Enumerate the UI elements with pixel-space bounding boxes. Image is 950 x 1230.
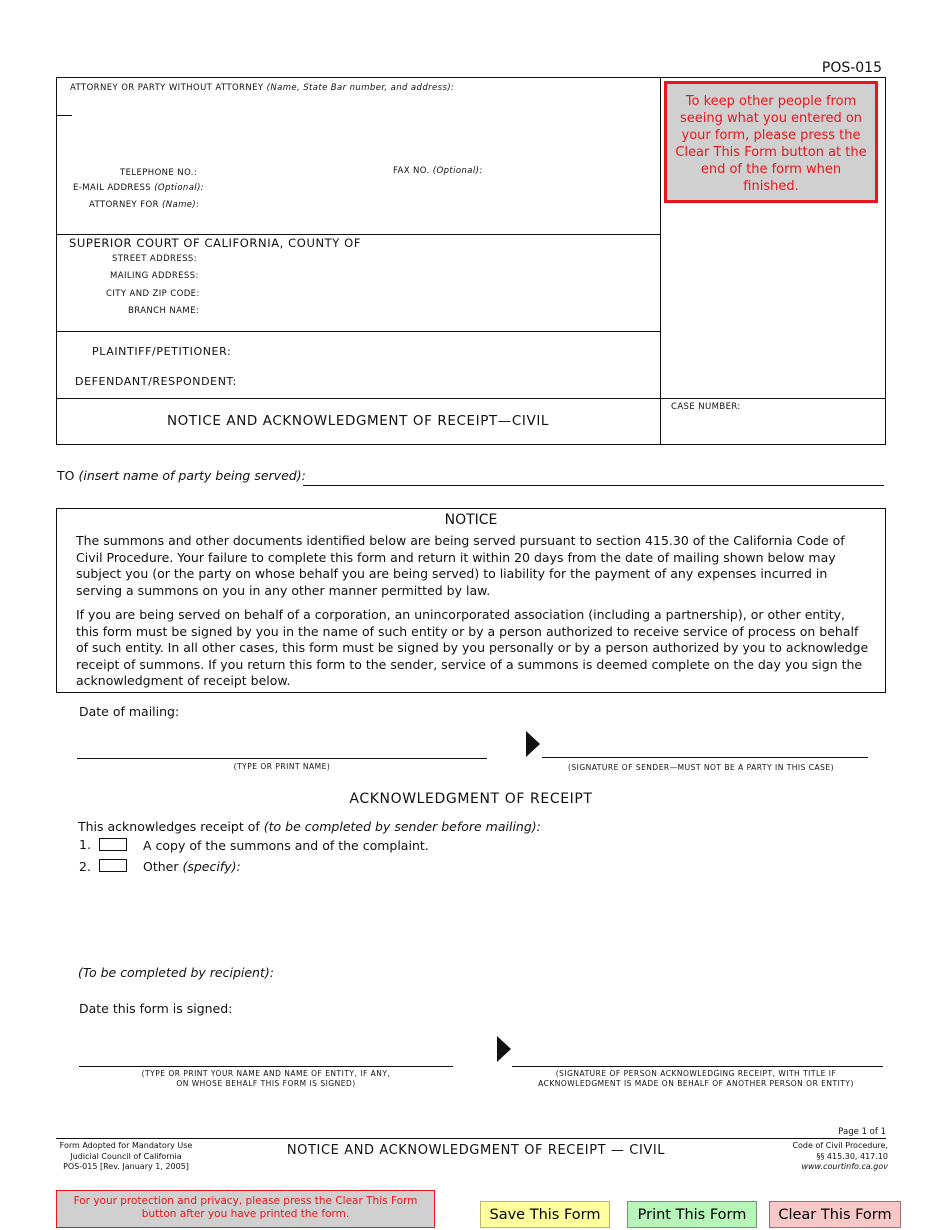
telephone-label: TELEPHONE NO.: bbox=[120, 168, 198, 178]
sender-signature-caption: (SIGNATURE OF SENDER—MUST NOT BE A PARTY IN THIS CASE) bbox=[567, 763, 835, 772]
sign-arrow-icon bbox=[526, 731, 540, 757]
plaintiff-label: PLAINTIFF/PETITIONER: bbox=[92, 345, 232, 358]
bottom-privacy-text: For your protection and privacy, please press the Clear This Form button after you have printed the form. bbox=[73, 1195, 418, 1220]
bottom-privacy-note bbox=[56, 1190, 435, 1228]
defendant-label: DEFENDANT/RESPONDENT: bbox=[75, 375, 237, 388]
recipient-note: (To be completed by recipient): bbox=[78, 965, 274, 980]
mailing-address-label: MAILING ADDRESS: bbox=[110, 271, 199, 281]
item-1-label: A copy of the summons and of the complaint. bbox=[143, 838, 429, 853]
city-zip-label: CITY AND ZIP CODE: bbox=[106, 289, 200, 299]
recipient-name-caption: (TYPE OR PRINT YOUR NAME AND NAME OF ENTITY, IF ANY, ON WHOSE BEHALF THIS FORM IS SIGNED) bbox=[141, 1069, 391, 1088]
save-form-button[interactable]: Save This Form bbox=[480, 1201, 610, 1228]
fax-label: FAX NO. (Optional): bbox=[393, 166, 483, 176]
date-of-mailing-label: Date of mailing: bbox=[79, 704, 180, 719]
recipient-name-line[interactable] bbox=[79, 1066, 453, 1067]
ack-intro: This acknowledges receipt of (to be completed by sender before mailing): bbox=[78, 819, 541, 834]
attorney-header: ATTORNEY OR PARTY WITHOUT ATTORNEY (Name, State Bar number, and address): bbox=[70, 83, 455, 93]
to-label: TO (insert name of party being served): bbox=[57, 468, 306, 483]
recipient-signature-caption: (SIGNATURE OF PERSON ACKNOWLEDGING RECEIPT, WITH TITLE IF ACKNOWLEDGMENT IS MADE ON BEHALF OF ANOTHER PERSON OR ENTITY) bbox=[538, 1069, 854, 1088]
form-number: POS-015 bbox=[821, 60, 882, 76]
form-title: NOTICE AND ACKNOWLEDGMENT OF RECEIPT—CIVIL bbox=[166, 413, 550, 429]
recipient-signature-line[interactable] bbox=[512, 1066, 883, 1067]
ack-title: ACKNOWLEDGMENT OF RECEIPT bbox=[349, 791, 593, 807]
header-divider bbox=[660, 77, 661, 445]
notice-title: NOTICE bbox=[444, 512, 498, 528]
to-input-line[interactable] bbox=[303, 485, 884, 486]
privacy-note bbox=[664, 81, 878, 203]
footer-title: NOTICE AND ACKNOWLEDGMENT OF RECEIPT — CIVIL bbox=[286, 1143, 666, 1158]
item-2-label: Other (specify): bbox=[143, 859, 241, 874]
street-address-label: STREET ADDRESS: bbox=[112, 254, 197, 264]
item-2-checkbox[interactable] bbox=[99, 859, 127, 872]
notice-body bbox=[76, 533, 871, 698]
footer-adopted: Form Adopted for Mandatory Use Judicial Council of California POS-015 [Rev. January 1, 2005] bbox=[59, 1141, 193, 1171]
sign-arrow-icon-2 bbox=[497, 1036, 511, 1062]
type-name-caption: (TYPE OR PRINT NAME) bbox=[233, 762, 331, 771]
footer-rule bbox=[56, 1138, 886, 1139]
attorney-for-label: ATTORNEY FOR (Name): bbox=[89, 200, 200, 210]
item-2-number: 2. bbox=[79, 859, 91, 874]
notice-paragraph-1: The summons and other documents identified below are being served pursuant to section 415.30 of the California Code of Civil Procedure. Your failure to complete this form and return it within 20 days from the date of mailing shown below may subject you (or the party on whose behalf you are being served) to liability for the payment of any expenses incurred in serving a summons on you in any other manner permitted by law. bbox=[76, 533, 845, 598]
notice-paragraph-2: If you are being served on behalf of a corporation, an unincorporated association (including a partnership), or other entity, this form must be signed by you in the name of such entity or by a person authorized to receive service of process on behalf of such entity. In all other cases, this form must be signed by you personally or by a person authorized by you to acknowledge receipt of summons. If you return this form to the sender, service of a summons is deemed complete on the day you sign the acknowledgment of receipt below. bbox=[76, 607, 869, 688]
attorney-marker bbox=[56, 115, 72, 116]
item-1-checkbox[interactable] bbox=[99, 838, 127, 851]
sender-name-line[interactable] bbox=[77, 758, 487, 759]
sender-signature-line[interactable] bbox=[542, 757, 868, 758]
clear-form-button[interactable]: Clear This Form bbox=[769, 1201, 901, 1228]
court-title: SUPERIOR COURT OF CALIFORNIA, COUNTY OF bbox=[69, 236, 362, 250]
item-1-number: 1. bbox=[79, 837, 91, 852]
print-form-button[interactable]: Print This Form bbox=[627, 1201, 757, 1228]
privacy-note-text: To keep other people from seeing what you entered on your form, please press the Clear This Form button at the end of the form when finished. bbox=[675, 94, 867, 194]
date-signed-label: Date this form is signed: bbox=[79, 1001, 233, 1016]
footer-code: Code of Civil Procedure, §§ 415.30, 417.10 www.courtinfo.ca.gov bbox=[792, 1141, 888, 1171]
page-indicator: Page 1 of 1 bbox=[838, 1127, 886, 1137]
case-number-label: CASE NUMBER: bbox=[671, 402, 741, 412]
email-label: E-MAIL ADDRESS (Optional): bbox=[73, 183, 205, 193]
branch-name-label: BRANCH NAME: bbox=[128, 306, 200, 316]
